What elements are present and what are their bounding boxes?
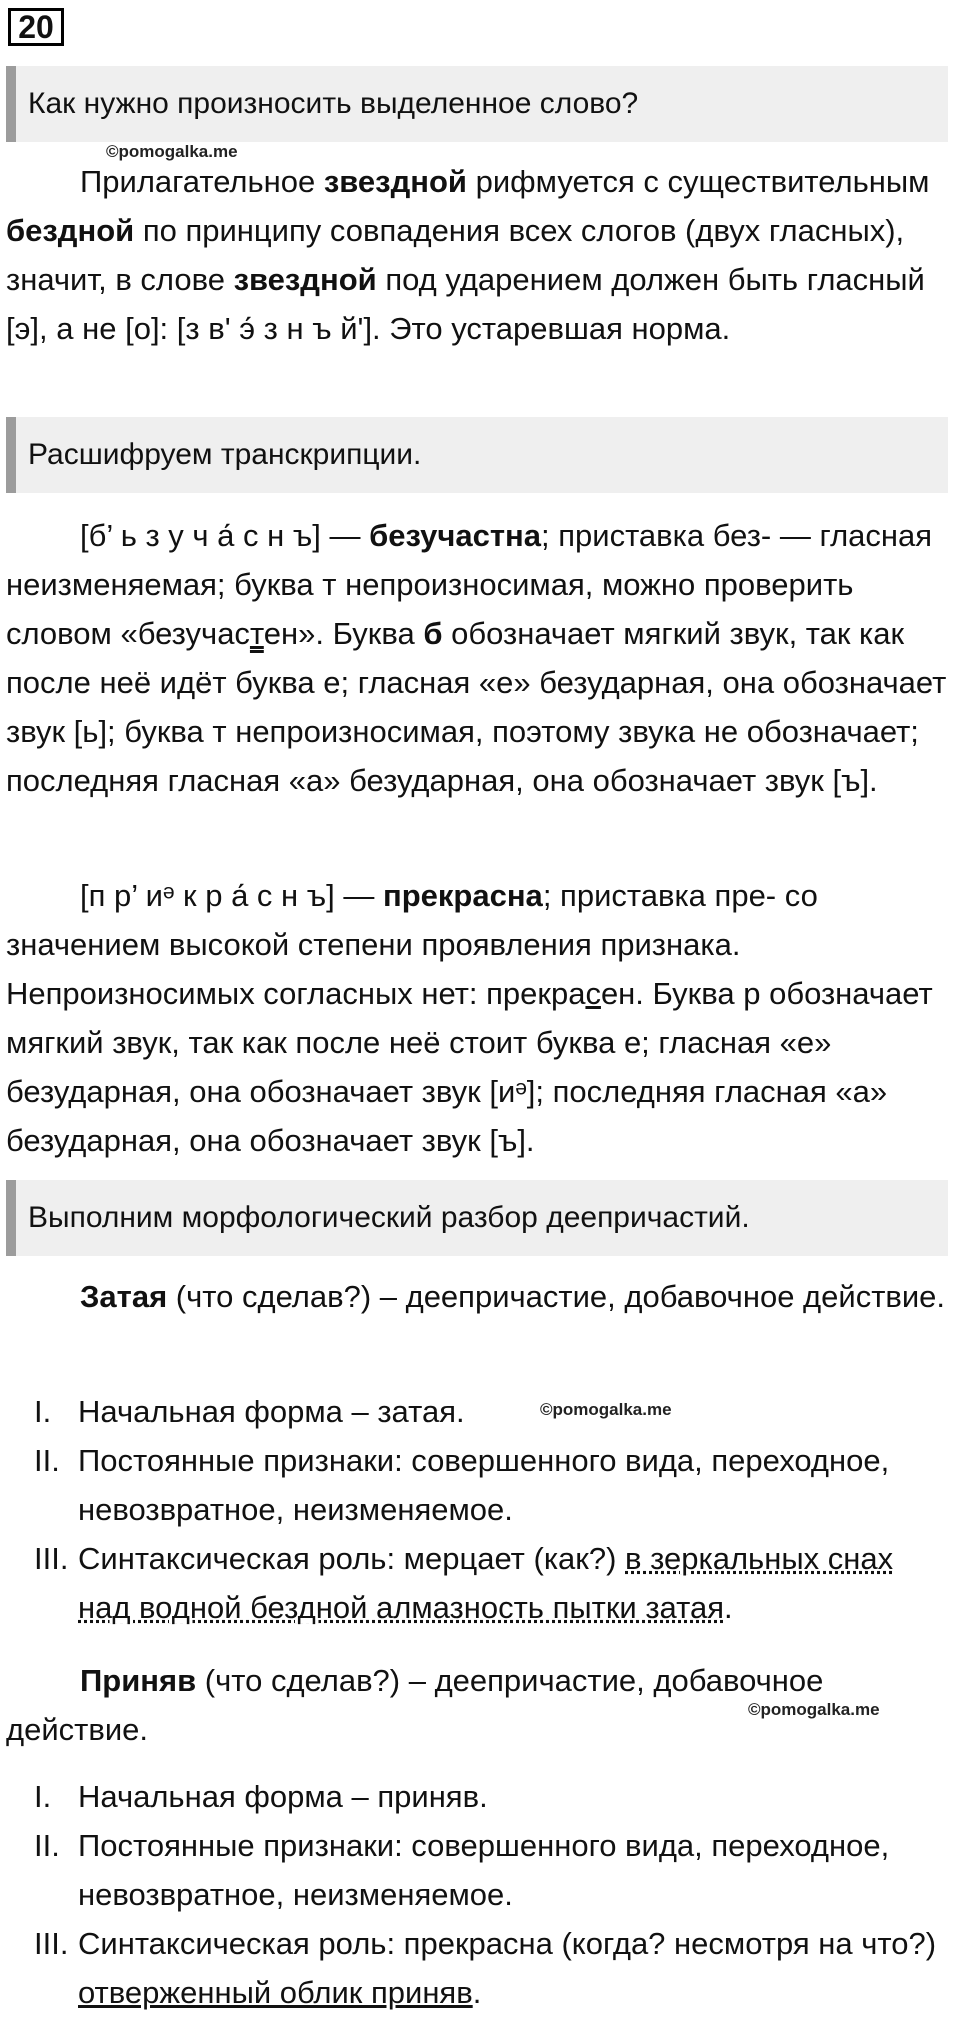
watermark: ©pomogalka.me xyxy=(106,142,238,161)
underlined-letter: с xyxy=(585,976,601,1011)
morphology-list-2 xyxy=(0,1772,950,2017)
list-item: III. Синтаксическая роль: прекрасна (когда? несмотря на что?) отверженный облик приняв. xyxy=(34,1926,937,2010)
watermark: ©pomogalka.me xyxy=(748,1700,880,1719)
list-item: II. Постоянные признаки: совершенного вида, переходное, невозвратное, неизменяемое. xyxy=(34,1443,890,1527)
section-heading-transcriptions xyxy=(6,417,948,493)
morphology-list-1 xyxy=(0,1387,950,1632)
heading-text: Как нужно произносить выделенное слово? xyxy=(28,87,639,120)
task-number-box: 20 xyxy=(8,8,64,46)
list-item: II. Постоянные признаки: совершенного вида, переходное, невозвратное, неизменяемое. xyxy=(34,1828,890,1912)
paragraph-transcription-1: [б’ ь з у ч а́ с н ъ] — безучастна; приставка без- — гласная неизменяемая; буква т непроизносимая, можно проверить словом «безучастен». Буква б обозначает мягкий звук, так как после неё идёт буква е; гласная «е» безударная, она обозначает звук [ь]; буква т непроизносимая, поэтому звука не обозначает; последняя гласная «а» безударная, она обозначает звук [ъ]. xyxy=(6,518,947,798)
paragraph-pronunciation: Прилагательное звездной рифмуется с существительным бездной по принципу совпадения всех слогов (двух гласных), значит, в слове звездной под ударением должен быть гласный [э], а не [о]: [з в' э́ з н ъ й']. Это устаревшая норма. xyxy=(6,164,930,346)
section-heading-morphology xyxy=(6,1180,948,1256)
dotted-underlined-phrase: в зеркальных снах над водной бездной алмазность пытки затая xyxy=(78,1541,894,1625)
watermark: ©pomogalka.me xyxy=(540,1400,672,1419)
heading-text: Расшифруем транскрипции. xyxy=(28,438,422,471)
paragraph-participle-2: Приняв (что сделав?) – деепричастие, добавочное действие. xyxy=(6,1663,824,1747)
paragraph-participle-1: Затая (что сделав?) – деепричастие, добавочное действие. xyxy=(80,1279,946,1314)
underlined-phrase: отверженный облик приняв xyxy=(78,1975,473,2010)
list-item: I. Начальная форма – затая. xyxy=(34,1394,465,1429)
section-heading-pronunciation xyxy=(6,66,948,142)
list-item: III. Синтаксическая роль: мерцает (как?) в зеркальных снах над водной бездной алмазность пытки затая. xyxy=(34,1541,894,1625)
underlined-letter: т xyxy=(249,616,264,651)
heading-text: Выполним морфологический разбор деепричастий. xyxy=(28,1201,750,1234)
paragraph-transcription-2: [п р’ иᵊ к р а́ с н ъ] — прекрасна; приставка пре- со значением высокой степени проявления признака. Непроизносимых согласных нет: прекрасен. Буква р обозначает мягкий звук, так как после неё стоит буква е; гласная «е» безударная, она обозначает звук [иᵊ]; последняя гласная «а» безударная, она обозначает звук [ъ]. xyxy=(6,878,933,1158)
list-item: I. Начальная форма – приняв. xyxy=(34,1779,488,1814)
